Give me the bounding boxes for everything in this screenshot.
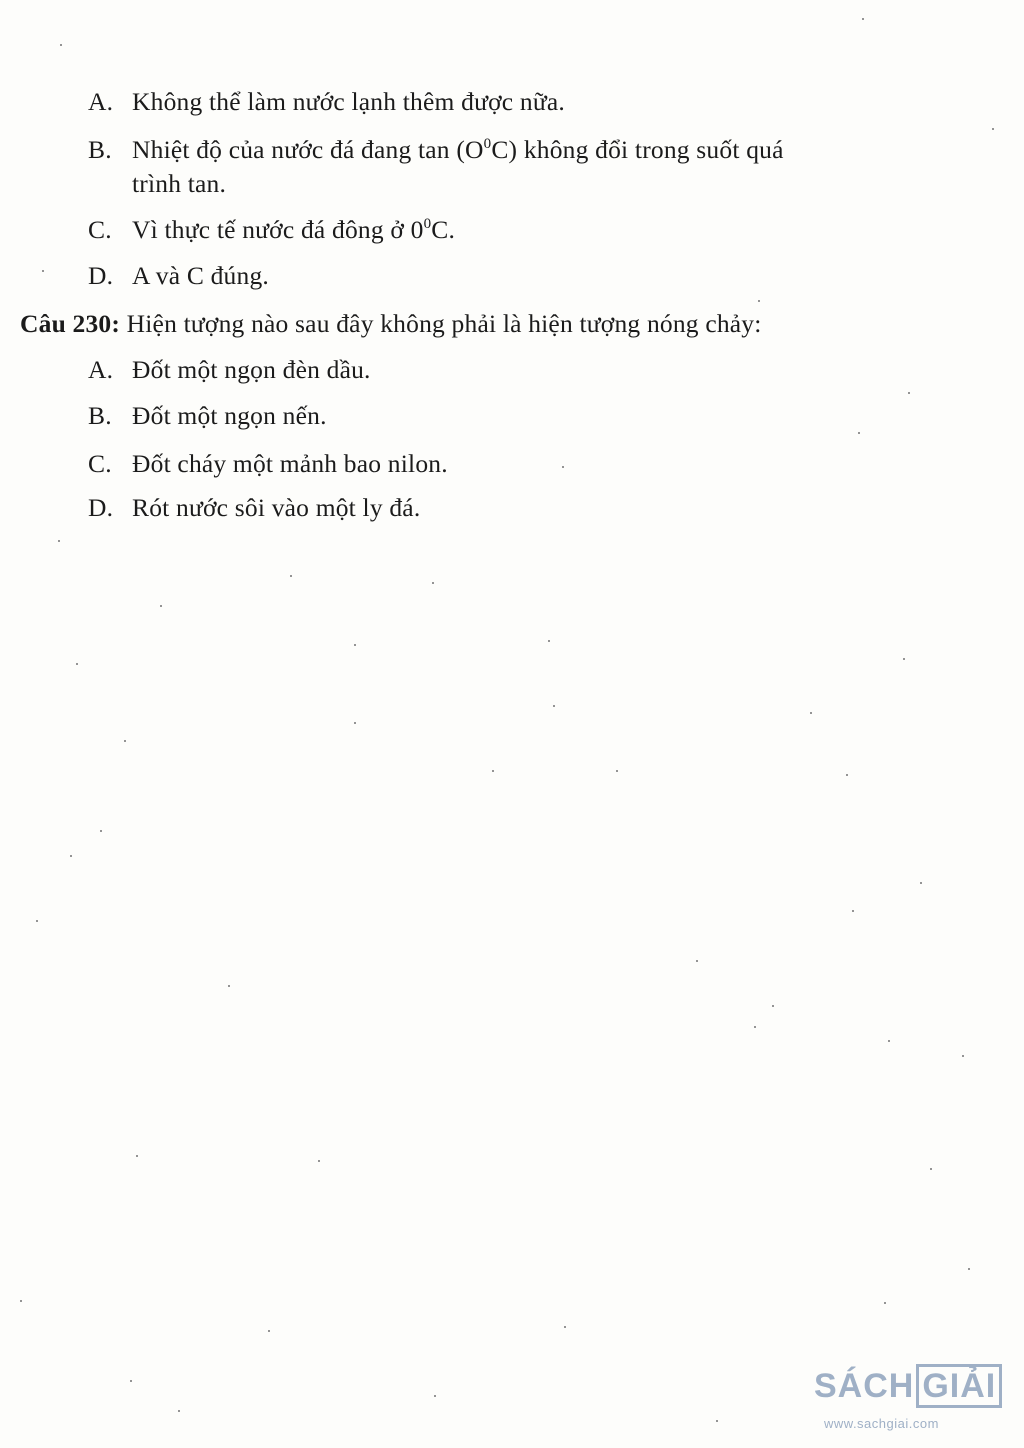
option-b bbox=[88, 400, 327, 432]
question-230 bbox=[20, 308, 762, 340]
question-text: Hiện tượng nào sau đây không phải là hiện tượng nóng chảy: bbox=[126, 309, 762, 338]
option-letter: C. bbox=[88, 215, 112, 244]
option-c bbox=[88, 448, 448, 480]
option-letter: B. bbox=[88, 135, 112, 164]
prev-option-d bbox=[88, 260, 269, 292]
superscript: 0 bbox=[423, 216, 432, 232]
option-text-part: C) không đổi trong suốt quá bbox=[491, 135, 784, 164]
option-letter: D. bbox=[88, 261, 114, 290]
option-text-part: C. bbox=[431, 215, 456, 244]
watermark-logo bbox=[808, 1358, 1018, 1440]
option-a bbox=[88, 354, 371, 386]
prev-option-b bbox=[88, 134, 784, 166]
prev-option-a bbox=[88, 86, 565, 118]
watermark-brand-left: SÁCH bbox=[814, 1367, 915, 1405]
option-text: Đốt một ngọn nến. bbox=[132, 401, 327, 430]
option-text-continued: trình tan. bbox=[132, 169, 227, 198]
option-text: Không thể làm nước lạnh thêm được nữa. bbox=[132, 87, 565, 116]
option-letter: A. bbox=[88, 87, 114, 116]
option-d bbox=[88, 492, 420, 524]
watermark-brand-box: GIẢI bbox=[916, 1364, 1002, 1408]
option-text: Đốt cháy một mảnh bao nilon. bbox=[132, 449, 448, 478]
option-text-part: Nhiệt độ của nước đá đang tan (O bbox=[132, 135, 484, 164]
option-letter: C. bbox=[88, 449, 112, 478]
watermark-brand bbox=[814, 1364, 1002, 1408]
superscript: 0 bbox=[483, 136, 492, 152]
option-letter: A. bbox=[88, 355, 114, 384]
option-letter: D. bbox=[88, 493, 114, 522]
question-label: Câu 230: bbox=[20, 309, 121, 338]
option-text: Đốt một ngọn đèn dầu. bbox=[132, 355, 371, 384]
option-text-part: Vì thực tế nước đá đông ở 0 bbox=[132, 215, 424, 244]
prev-option-b-continued bbox=[132, 168, 226, 200]
option-text: A và C đúng. bbox=[132, 261, 269, 290]
prev-option-c bbox=[88, 214, 455, 246]
option-letter: B. bbox=[88, 401, 112, 430]
watermark-url: www.sachgiai.com bbox=[824, 1416, 939, 1431]
option-text: Rót nước sôi vào một ly đá. bbox=[132, 493, 421, 522]
